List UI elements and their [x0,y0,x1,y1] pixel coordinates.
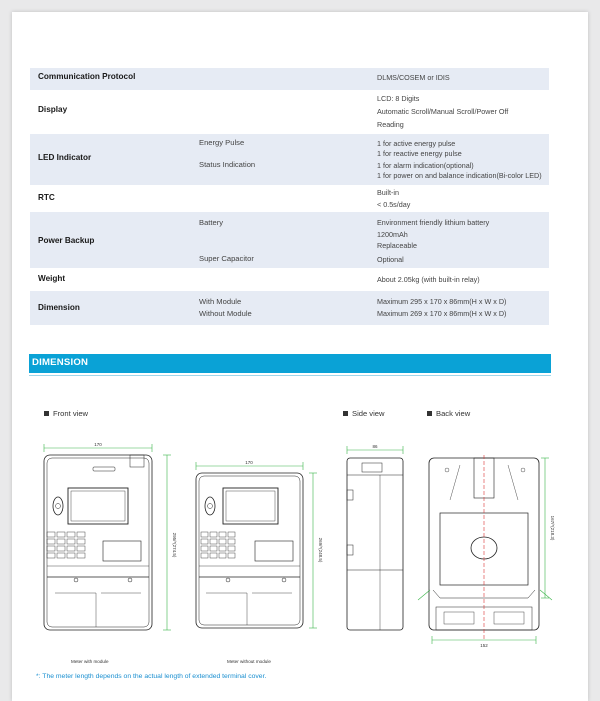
spec-value: About 2.05kg (with built-in relay) [377,275,480,284]
dim-side-depth: 86 [372,444,378,449]
spec-value: Environment friendly lithium battery [377,218,490,227]
side-view-drawing [347,458,403,630]
front-view-with-module-drawing [44,455,152,630]
spec-name: Communication Protocol [38,72,136,81]
spec-value: Automatic Scroll/Manual Scroll/Power Off [377,107,509,116]
spec-value: LCD: 8 Digits [377,94,420,103]
caption-with-module: Meter with module [71,659,109,664]
dimension-lines [44,444,552,644]
spec-value: 1 for active energy pulse [377,139,456,148]
spec-name: Power Backup [38,236,95,245]
dimension-values [94,442,555,648]
spec-value: DLMS/COSEM or IDIS [377,73,450,82]
spec-name: LED Indicator [38,153,92,162]
back-view-text: Back view [436,409,471,418]
dim-front2-width: 170 [245,460,253,465]
back-view-drawing [429,458,539,630]
keypad-drawing [47,532,85,558]
keypad-drawing [201,532,235,558]
spec-value: Built-in [377,188,399,197]
spec-value: Optional [377,255,404,264]
footnote: *: The meter length depends on the actual length of extended terminal cover. [36,673,267,680]
front-view-without-module-drawing [196,473,303,628]
spec-sub: Battery [199,218,224,227]
spec-sub: Status Indication [199,160,256,169]
spec-name: Dimension [38,303,80,312]
spec-sub: With Module [199,297,242,306]
dimension-heading: DIMENSION [32,357,89,368]
dim-front-height: 295/*(274.5) [172,532,177,558]
spec-sub: Super Capacitor [199,254,254,263]
dim-front-width: 170 [94,442,102,447]
spec-name: Weight [38,274,66,283]
side-view-text: Side view [352,409,385,418]
spec-sub: Without Module [199,309,252,318]
caption-without-module: Meter without module [227,659,271,664]
spec-name: Display [38,105,68,114]
spec-value: Maximum 295 x 170 x 86mm(H x W x D) [377,297,507,306]
spec-value: < 0.5s/day [377,200,411,209]
spec-value: 1 for power on and balance indication(Bi-color LED) [377,171,542,180]
dim-front2-height: 269/*(248.5) [318,537,323,563]
dim-back-height: 167/*(218.3) [550,515,555,541]
spec-value: Maximum 269 x 170 x 86mm(H x W x D) [377,309,507,318]
front-view-text: Front view [53,409,89,418]
spec-value: 1200mAh [377,230,408,239]
spec-value: 1 for reactive energy pulse [377,149,462,158]
spec-value: Replaceable [377,241,417,250]
spec-name: RTC [38,193,55,202]
spec-value: Reading [377,120,404,129]
spec-sub: Energy Pulse [199,138,245,147]
spec-value: 1 for alarm indication(optional) [377,161,474,170]
dim-back-width: 152 [480,643,488,648]
